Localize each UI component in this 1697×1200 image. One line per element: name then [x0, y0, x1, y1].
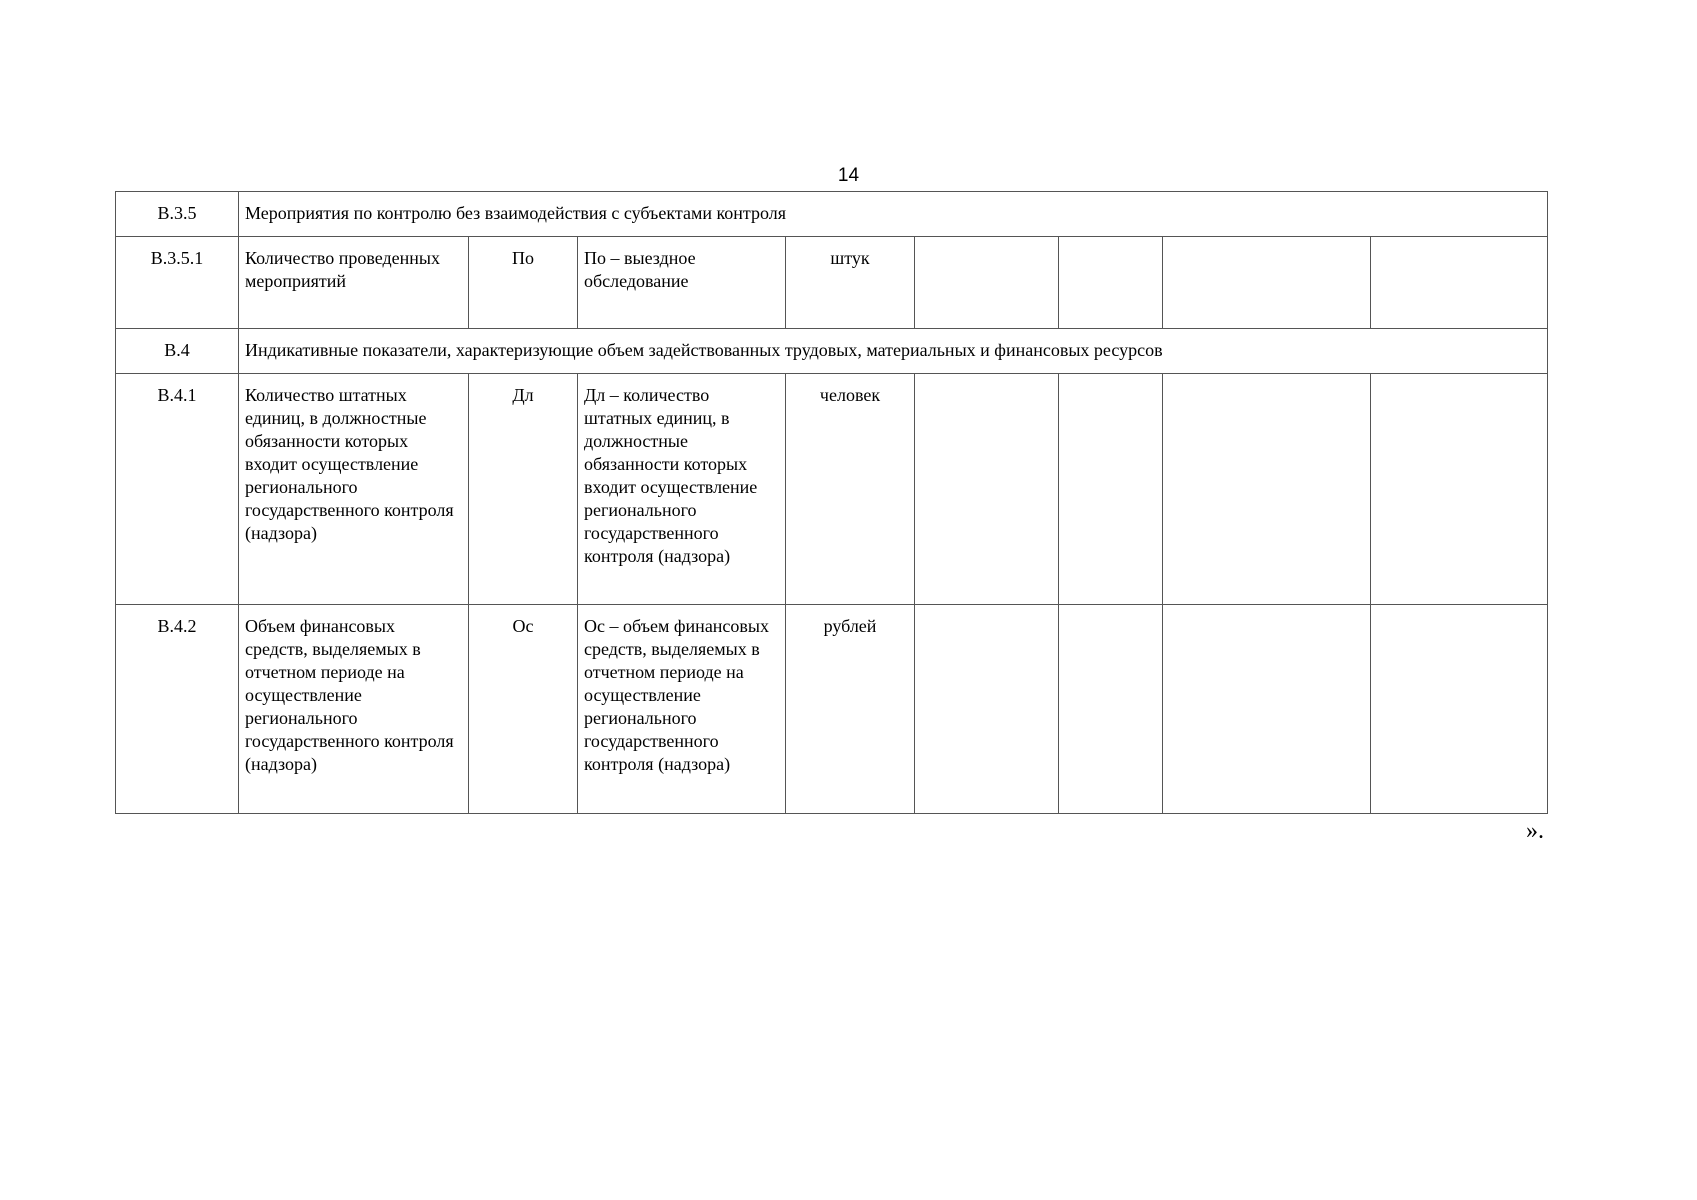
table-row — [116, 374, 1548, 605]
indicator-definition: Ос – объем финансовых средств, выделяемых в отчетном периоде на осуществление регионального государственного контроля (надзора) — [578, 605, 786, 814]
indicator-unit: штук — [786, 237, 915, 329]
indicator-symbol: Дл — [469, 374, 578, 605]
indicator-name: Объем финансовых средств, выделяемых в отчетном периоде на осуществление регионального государственного контроля (надзора) — [239, 605, 469, 814]
section-code: В.3.5 — [116, 192, 239, 237]
section-row-b4 — [116, 329, 1548, 374]
empty-cell — [1371, 605, 1548, 814]
table-row — [116, 605, 1548, 814]
indicator-definition: По – выездное обследование — [578, 237, 786, 329]
section-title: Индикативные показатели, характеризующие объем задействованных трудовых, материальных и финансовых ресурсов — [239, 329, 1548, 374]
indicator-symbol: Ос — [469, 605, 578, 814]
empty-cell — [1371, 237, 1548, 329]
empty-cell — [1059, 237, 1163, 329]
empty-cell — [1163, 374, 1371, 605]
empty-cell — [1059, 605, 1163, 814]
indicator-unit: человек — [786, 374, 915, 605]
empty-cell — [915, 605, 1059, 814]
empty-cell — [915, 237, 1059, 329]
section-title: Мероприятия по контролю без взаимодействия с субъектами контроля — [239, 192, 1548, 237]
indicator-code: В.4.1 — [116, 374, 239, 605]
section-code: В.4 — [116, 329, 239, 374]
indicator-code: В.3.5.1 — [116, 237, 239, 329]
empty-cell — [1163, 237, 1371, 329]
indicator-name: Количество штатных единиц, в должностные обязанности которых входит осуществление регионального государственного контроля (надзора) — [239, 374, 469, 605]
section-row-b35 — [116, 192, 1548, 237]
empty-cell — [915, 374, 1059, 605]
empty-cell — [1163, 605, 1371, 814]
empty-cell — [1371, 374, 1548, 605]
empty-cell — [1059, 374, 1163, 605]
indicators-table — [115, 191, 1548, 814]
indicator-symbol: По — [469, 237, 578, 329]
indicator-name: Количество проведенных мероприятий — [239, 237, 469, 329]
closing-quote-mark: ». — [1526, 818, 1544, 844]
indicator-unit: рублей — [786, 605, 915, 814]
indicator-definition: Дл – количество штатных единиц, в должностные обязанности которых входит осуществление регионального государственного контроля (надзора) — [578, 374, 786, 605]
table-row — [116, 237, 1548, 329]
indicator-code: В.4.2 — [116, 605, 239, 814]
page-number: 14 — [837, 165, 860, 186]
